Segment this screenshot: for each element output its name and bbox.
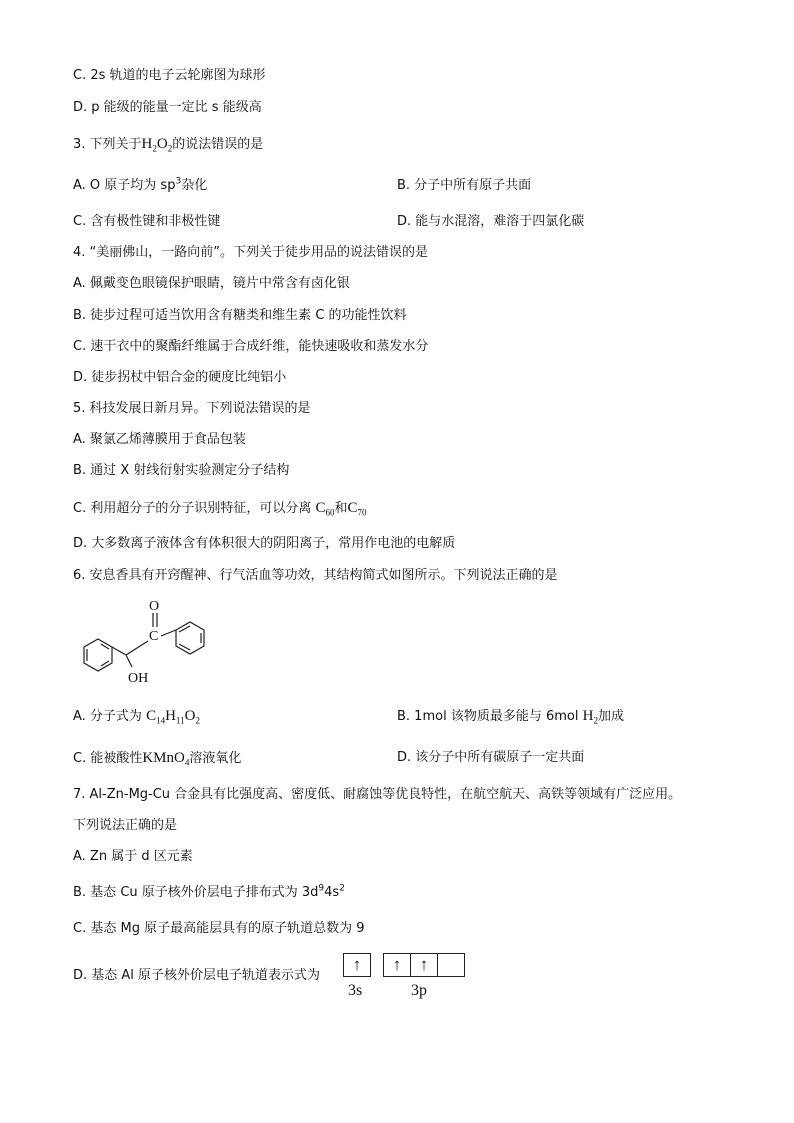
orbital-label-3s: 3s: [348, 982, 363, 999]
q7-option-a: A. Zn 属于 d 区元素: [73, 849, 193, 864]
q4-stem: 4. “美丽佛山，一路向前”。下列关于徒步用品的说法错误的是: [73, 245, 429, 260]
orbital-box-3p: [383, 953, 465, 977]
q3-option-c: C. 含有极性键和非极性键: [73, 214, 221, 229]
q4-option-c: C. 速干衣中的聚酯纤维属于合成纤维，能快速吸收和蒸发水分: [73, 339, 429, 354]
q6-option-c: C. 能被酸性KMnO$_4$溶液氧化: [73, 750, 242, 768]
q5-option-d: D. 大多数离子液体含有体积很大的阴阳离子，常用作电池的电解质: [73, 536, 456, 551]
q6-option-a: A. 分子式为 $C_{14}H_{11}O_2$: [73, 708, 200, 726]
q5-option-b: B. 通过 X 射线衍射实验测定分子结构: [73, 463, 290, 478]
q4-option-b: B. 徒步过程可适当饮用含有糖类和维生素 C 的功能性饮料: [73, 308, 407, 323]
q6-option-d: D. 该分子中所有碳原子一定共面: [397, 750, 585, 765]
q7-stem-line2: 下列说法正确的是: [73, 818, 178, 833]
q5-option-a: A. 聚氯乙烯薄膜用于食品包装: [73, 432, 246, 447]
q3-option-d: D. 能与水混溶，难溶于四氯化碳: [397, 214, 585, 229]
q4-option-a: A. 佩戴变色眼镜保护眼睛，镜片中常含有卤化银: [73, 276, 350, 291]
benzoin-structure-diagram: [70, 595, 230, 690]
orbital-3s-cell: ↑: [352, 955, 362, 974]
q4-option-d: D. 徒步拐杖中铝合金的硬度比纯铝小: [73, 370, 287, 385]
q7-option-b: B. 基态 Cu 原子核外价层电子排布式为 $3d^94s^2$: [73, 883, 345, 900]
orbital-box-3s: [343, 953, 371, 977]
orbital-label-3p: 3p: [411, 982, 427, 999]
q2-option-c: C. 2s 轨道的电子云轮廓图为球形: [73, 68, 266, 83]
struct-oxygen-label: O: [149, 599, 160, 614]
q6-stem: 6. 安息香具有开窍醒神、行气活血等功效，其结构简式如图所示。下列说法正确的是: [73, 568, 558, 583]
struct-hydroxyl-label: OH: [128, 671, 149, 686]
q7-stem-line1: 7. Al-Zn-Mg-Cu 合金具有比强度高、密度低、耐腐蚀等优良特性，在航空航天、高铁等领域有广泛应用。: [73, 787, 682, 802]
q3-option-b: B. 分子中所有原子共面: [397, 178, 532, 193]
q7-option-d: D. 基态 Al 原子核外价层电子轨道表示式为: [73, 968, 321, 983]
q5-option-c: C. 利用超分子的分子识别特征，可以分离 $C_{60}$和$C_{70}$: [73, 500, 367, 518]
q3-option-a: A. O 原子均为 $sp^3$杂化: [73, 176, 208, 193]
orbital-3p-cell-1: ↑: [384, 954, 411, 976]
q7-option-c: C. 基态 Mg 原子最高能层具有的原子轨道总数为 9: [73, 921, 365, 936]
q3-stem: 3. 下列关于$H_2O_2$的说法错误的是: [73, 136, 264, 154]
struct-carbon-label: C: [149, 629, 159, 644]
q6-option-b: B. 1mol 该物质最多能与 6mol $H_2$加成: [397, 708, 624, 726]
orbital-3p-cell-2: ↑: [411, 954, 438, 976]
q5-stem: 5. 科技发展日新月异。下列说法错误的是: [73, 401, 311, 416]
orbital-3p-cell-3: [438, 954, 464, 976]
q2-option-d: D. p 能级的能量一定比 s 能级高: [73, 100, 262, 115]
